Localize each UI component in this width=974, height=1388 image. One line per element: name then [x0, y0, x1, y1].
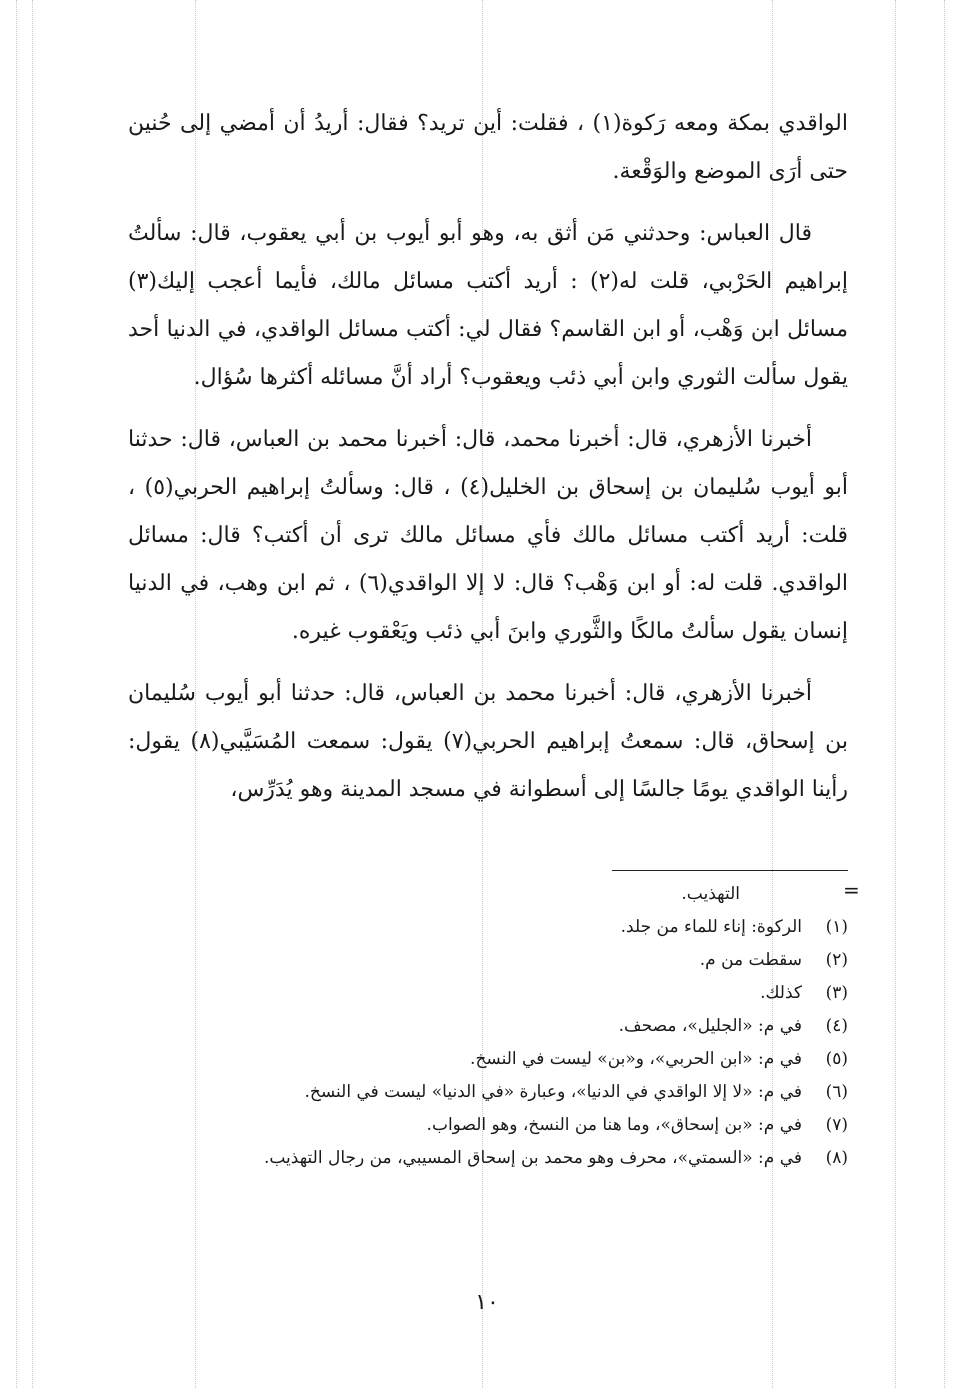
page-number: ١٠: [475, 1290, 499, 1315]
paragraph: قال العباس: وحدثني مَن أثق به، وهو أبو أيوب بن أبي يعقوب، قال: سألتُ إبراهيم الحَرْبي، قلت له(٢) : أريد أكتب مسائل مالك، فأيما أعجب إليك(٣) مسائل ابن وَهْب، أو ابن القاسم؟ فقال لي: أكتب مسائل الواقدي، في الدنيا أحد يقول سألت الثوري وابن أبي ذئب ويعقوب؟ أراد أنَّ مسائله أكثرها سُؤال.: [128, 221, 849, 390]
scan-margin-line: [895, 0, 896, 1388]
paragraph: أخبرنا الأزهري، قال: أخبرنا محمد، قال: أخبرنا محمد بن العباس، قال: حدثنا أبو أيوب سُليمان بن إسحاق بن الخليل(٤) ، قال: وسألتُ إبراهيم الحربي(٥) ، قلت: أريد أكتب مسائل مالك فأي مسائل مالك ترى أن أكتب؟ قال: مسائل الواقدي. قلت له: أو ابن وَهْب؟ قال: لا إلا الواقدي(٦) ، ثم ابن وهب، في الدنيا إنسان يقول سألتُ مالكًا والثَّوري وابنَ أبي ذئب ويَعْقوب غيره.: [128, 427, 849, 644]
footnote-text: الركوة: إناء للماء من جلد.: [620, 917, 802, 937]
footnote-text: في م: «الجليل»، مصحف.: [618, 1016, 802, 1036]
footnote-separator: [612, 870, 848, 871]
footnote-number: (٦): [825, 1082, 848, 1102]
scan-margin-line: [32, 0, 33, 1388]
paragraph: أخبرنا الأزهري، قال: أخبرنا محمد بن العباس، قال: حدثنا أبو أيوب سُليمان بن إسحاق، قال: سمعتُ إبراهيم الحربي(٧) يقول: سمعت المُسَيَّبي(٨) يقول: رأينا الواقدي يومًا جالسًا إلى أسطوانة في مسجد المدينة وهو يُدَرِّس،: [128, 681, 848, 802]
footnote: [180, 1043, 848, 1076]
footnote-number: (١): [825, 917, 848, 937]
main-text: [128, 100, 848, 814]
scan-margin-line: [944, 0, 945, 1388]
footnote-number: (٣): [825, 983, 848, 1003]
footnote-text: في م: «لا إلا الواقدي في الدنيا»، وعبارة «في الدنيا» ليست في النسخ.: [304, 1082, 802, 1102]
footnote-text: سقطت من م.: [699, 950, 802, 970]
footnote-text: كذلك.: [760, 983, 802, 1003]
footnote: [180, 1142, 848, 1175]
footnote: [180, 1109, 848, 1142]
footnote-number: (٢): [825, 950, 848, 970]
footnote-text: في م: «بن إسحاق»، وما هنا من النسخ، وهو الصواب.: [426, 1115, 802, 1135]
footnote-number: (٧): [825, 1115, 848, 1135]
footnote-continuation-marker: =: [843, 878, 860, 902]
footnote: [180, 977, 848, 1010]
footnote-number: (٥): [825, 1049, 848, 1069]
footnote-continuation: التهذيب.: [681, 884, 740, 904]
footnote-number: (٨): [825, 1148, 848, 1168]
paragraph: الواقدي بمكة ومعه رَكوة(١) ، فقلت: أين تريد؟ فقال: أريدُ أن أمضي إلى حُنين حتى أرَى الموضع والوَقْعة.: [128, 111, 848, 184]
footnote: [180, 911, 848, 944]
footnote: [180, 944, 848, 977]
footnote-text: في م: «ابن الحربي»، و«بن» ليست في النسخ.: [470, 1049, 802, 1069]
scan-margin-line: [16, 0, 17, 1388]
footnote-text: في م: «السمتي»، محرف وهو محمد بن إسحاق المسيبي، من رجال التهذيب.: [263, 1148, 802, 1168]
footnote: [180, 1010, 848, 1043]
footnotes: [180, 878, 848, 1175]
footnote-number: (٤): [825, 1016, 848, 1036]
footnote: [180, 1076, 848, 1109]
